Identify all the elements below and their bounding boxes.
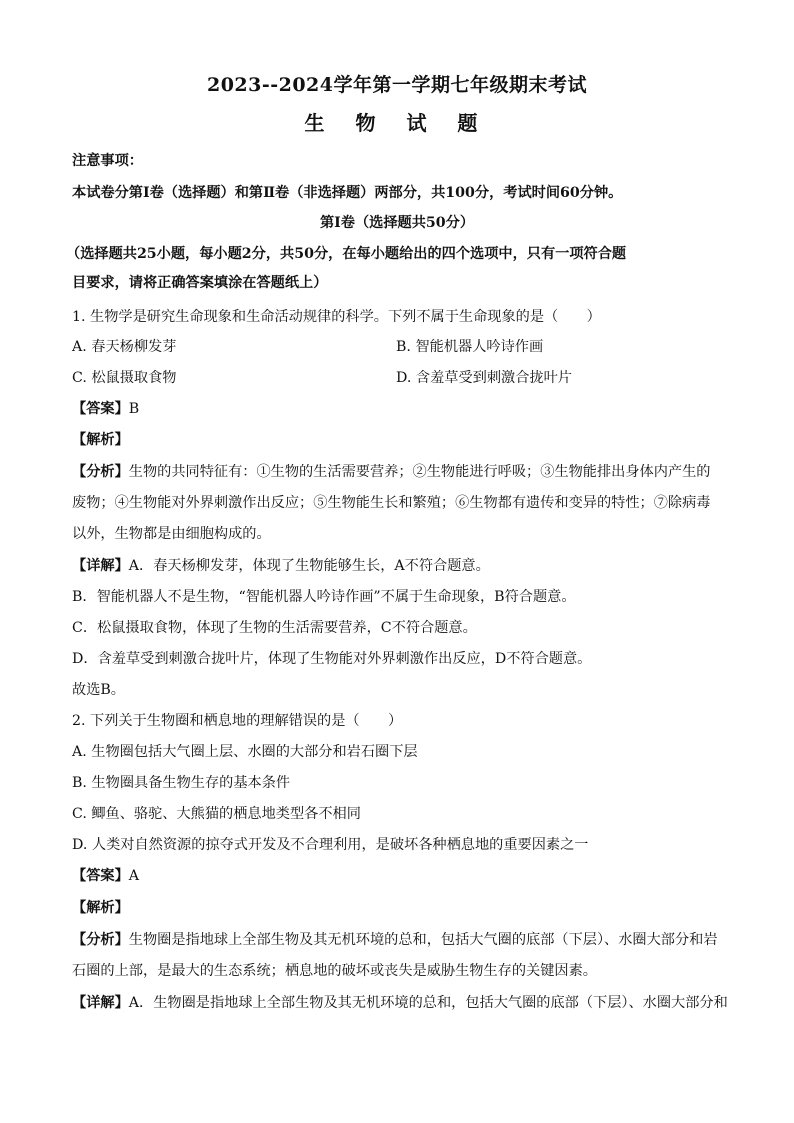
detail-text: A．生物圈是指地球上全部生物及其无机环境的总和，包括大气圈的底部（下层）、水圈大部分和 [128, 995, 728, 1011]
q1-stem: 1. 生物学是研究生命现象和生命活动规律的科学。下列不属于生命现象的是（ ） [72, 309, 601, 325]
q2-answer [72, 865, 732, 887]
q1-detail-3: C．松鼠摄取食物，体现了生物的生活需要营养，C不符合题意。 [72, 620, 477, 636]
q1-analysis-tag: 【解析】 [72, 432, 129, 448]
fenxi-text: 生物的共同特征有：①生物的生活需要营养；②生物能进行呼吸；③生物能排出身体内产生的 [128, 464, 711, 480]
q2-analysis-tag: 【解析】 [72, 900, 129, 916]
q2-option-d: D. 人类对自然资源的掠夺式开发及不合理利用，是破坏各种栖息地的重要因素之一 [72, 837, 589, 853]
q1-option-d: D. 含羞草受到刺激合拢叶片 [396, 370, 572, 386]
instruction-line-2: 目要求，请将正确答案填涂在答题纸上） [72, 275, 328, 291]
instruction-line-1: （选择题共25小题，每小题2分，共50分，在每小题给出的四个选项中，只有一项符合题 [66, 246, 627, 262]
q2-fenxi-1 [72, 929, 732, 951]
q1-options-row-1 [72, 336, 732, 358]
q2-option-a: A. 生物圈包括大气圈上层、水圈的大部分和岩石圈下层 [72, 744, 418, 760]
q1-option-a: A. 春天杨柳发芽 [72, 339, 177, 355]
q1-detail-4: D．含羞草受到刺激合拢叶片，体现了生物能对外界刺激作出反应，D不符合题意。 [72, 651, 592, 667]
q1-conclusion: 故选B。 [72, 682, 125, 698]
detail-text: A．春天杨柳发芽，体现了生物能够生长，A不符合题意。 [128, 558, 490, 574]
notice-line: 本试卷分第Ⅰ卷（选择题）和第Ⅱ卷（非选择题）两部分，共100分，考试时间60分钟。 [72, 185, 623, 201]
q1-detail-1 [72, 555, 732, 577]
q2-stem: 2. 下列关于生物圈和栖息地的理解错误的是（ ） [72, 713, 403, 729]
subject-title: 生 物 试 题 [304, 111, 490, 135]
answer-tag: 【答案】 [72, 401, 129, 417]
notice-heading: 注意事项： [72, 153, 143, 169]
q2-fenxi-2: 石圈的上部，是最大的生态系统；栖息地的破坏或丧失是威胁生物生存的关键因素。 [72, 963, 597, 979]
q1-option-c: C. 松鼠摄取食物 [72, 370, 177, 386]
q1-option-b: B. 智能机器人吟诗作画 [396, 339, 544, 355]
q1-fenxi-2: 废物；④生物能对外界刺激作出反应；⑤生物能生长和繁殖；⑥生物都有遗传和变异的特性；⑦除病毒 [72, 495, 711, 511]
fenxi-tag: 【分析】 [72, 464, 129, 480]
q1-fenxi-1 [72, 461, 732, 483]
answer-tag: 【答案】 [72, 868, 129, 884]
q1-fenxi-3: 以外，生物都是由细胞构成的。 [72, 526, 271, 542]
detail-tag: 【详解】 [72, 558, 129, 574]
detail-tag: 【详解】 [72, 995, 129, 1011]
q1-options-row-2 [72, 367, 732, 389]
q1-detail-2: B．智能机器人不是生物，“智能机器人吟诗作画”不属于生命现象，B符合题意。 [72, 589, 576, 605]
q2-option-c: C. 鲫鱼、骆驼、大熊猫的栖息地类型各不相同 [72, 806, 361, 822]
q2-detail-1 [72, 992, 732, 1014]
section-title: 第Ⅰ卷（选择题共50分） [319, 215, 475, 231]
answer-value: B [128, 401, 140, 417]
fenxi-text: 生物圈是指地球上全部生物及其无机环境的总和，包括大气圈的底部（下层）、水圈大部分和岩 [128, 932, 718, 948]
exam-title: 2023--2024学年第一学期七年级期末考试 [206, 74, 588, 96]
q1-answer [72, 398, 732, 420]
answer-value: A [128, 868, 140, 884]
fenxi-tag: 【分析】 [72, 932, 129, 948]
q2-option-b: B. 生物圈具备生物生存的基本条件 [72, 775, 291, 791]
